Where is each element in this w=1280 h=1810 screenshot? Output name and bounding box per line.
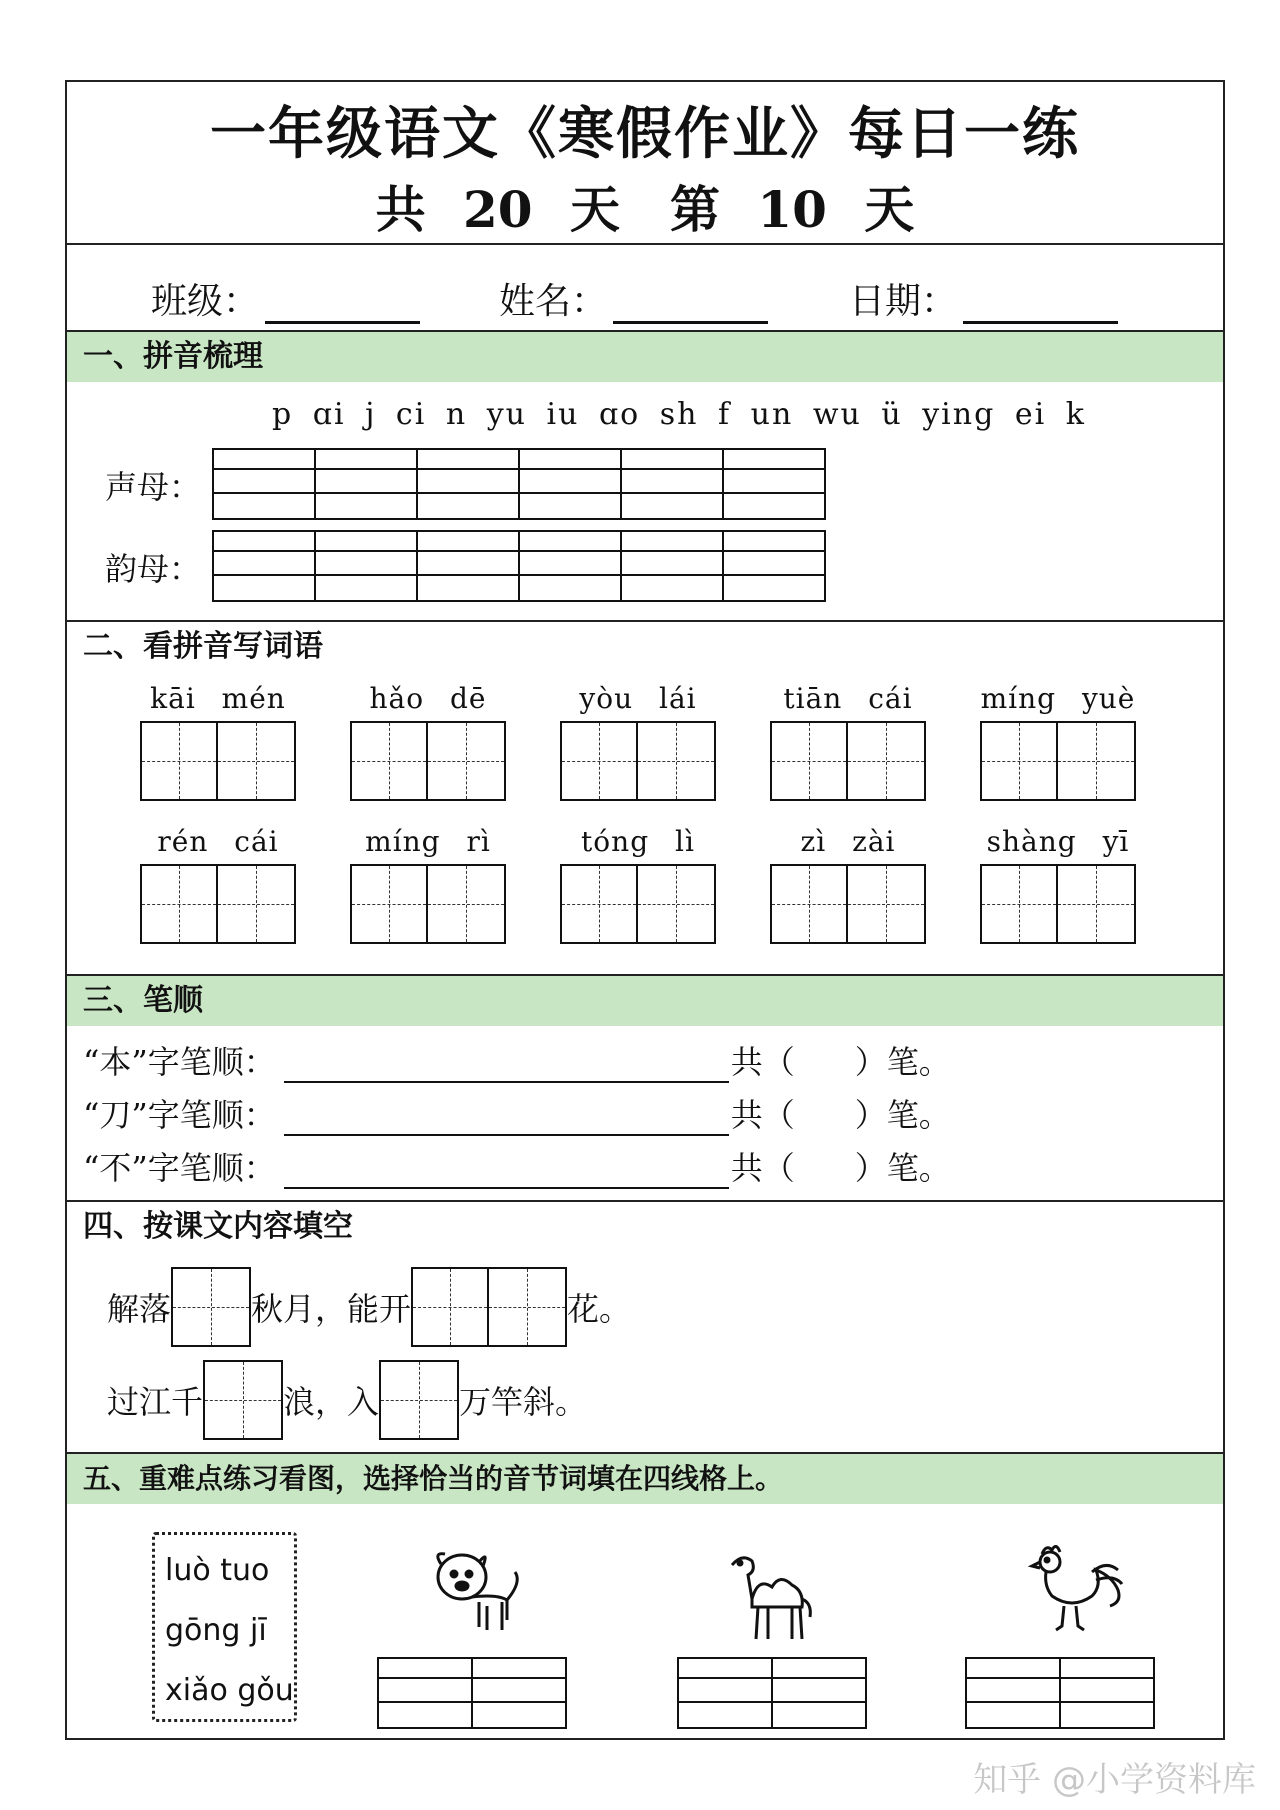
shengmu-four-line-grid[interactable] <box>212 448 826 520</box>
count-prefix: 共（ <box>730 1043 795 1081</box>
camel-answer-grid[interactable] <box>677 1657 867 1729</box>
title-block <box>67 82 1223 245</box>
choice-item: xiǎo gǒu <box>165 1673 294 1708</box>
yunmu-label: 韵母： <box>105 550 202 588</box>
word-item <box>350 677 506 801</box>
shengmu-label: 声母： <box>105 468 202 506</box>
camel-icon <box>722 1547 832 1647</box>
word-pinyin: zì zài <box>800 825 896 858</box>
syllable-choice-box <box>152 1532 297 1722</box>
name-field[interactable] <box>499 273 768 324</box>
tian-grid[interactable] <box>980 864 1136 944</box>
tian-grid[interactable] <box>140 864 296 944</box>
name-blank[interactable] <box>613 292 768 324</box>
tian-grid[interactable] <box>350 864 506 944</box>
class-label: 班级： <box>151 281 260 322</box>
date-label: 日期： <box>849 281 958 322</box>
tian-grid[interactable] <box>411 1267 567 1347</box>
section1-heading: 一、拼音梳理 <box>67 332 1223 382</box>
section4-heading: 四、按课文内容填空 <box>83 1209 353 1244</box>
word-item <box>560 677 716 801</box>
count-suffix: ）笔。 <box>854 1149 951 1187</box>
dog-icon <box>427 1542 537 1642</box>
word-item <box>140 820 296 944</box>
tian-grid[interactable] <box>560 864 716 944</box>
date-field[interactable] <box>849 273 1118 324</box>
name-label: 姓名： <box>499 281 608 322</box>
word-pinyin: tiān cái <box>783 682 913 715</box>
tian-grid[interactable] <box>350 721 506 801</box>
tian-grid[interactable] <box>770 864 926 944</box>
poem-text: 万竿斜。 <box>459 1383 588 1421</box>
pinyin-list: p ɑi j ci n yu iu ɑo sh f un wu ü ying ei k <box>272 397 1086 432</box>
tian-grid[interactable] <box>770 721 926 801</box>
poem-text: 过江千 <box>107 1383 204 1421</box>
choice-item: luò tuo <box>165 1553 270 1588</box>
word-item <box>980 677 1136 801</box>
word-pinyin: shàng yī <box>986 825 1130 858</box>
worksheet-title: 一年级语文《寒假作业》每日一练 <box>210 101 1080 167</box>
poem-text: 秋月，能开 <box>251 1290 412 1328</box>
count-suffix: ）笔。 <box>854 1096 951 1134</box>
word-pinyin: míng yuè <box>980 682 1136 715</box>
count-suffix: ）笔。 <box>854 1043 951 1081</box>
stroke-row-dao <box>83 1090 951 1136</box>
count-prefix: 共（ <box>730 1096 795 1134</box>
word-pinyin: míng rì <box>365 825 491 858</box>
stroke-row-bu <box>83 1143 951 1189</box>
tian-grid[interactable] <box>560 721 716 801</box>
word-pinyin: tóng lì <box>581 825 695 858</box>
worksheet <box>65 80 1225 1740</box>
stroke-answer-line[interactable] <box>284 1053 729 1083</box>
section2-heading: 二、看拼音写词语 <box>83 629 323 664</box>
stroke-label: “刀”字笔顺： <box>83 1096 276 1134</box>
worksheet-day-info: 共 20 天 第 10 天 <box>375 180 915 239</box>
word-item <box>980 820 1136 944</box>
stroke-label: “本”字笔顺： <box>83 1043 276 1081</box>
stroke-answer-line[interactable] <box>284 1159 729 1189</box>
date-blank[interactable] <box>963 292 1118 324</box>
section3-heading: 三、笔顺 <box>67 976 1223 1026</box>
word-item <box>140 677 296 801</box>
poem-text: 花。 <box>567 1290 632 1328</box>
rooster-answer-grid[interactable] <box>965 1657 1155 1729</box>
tian-grid[interactable] <box>203 1360 283 1440</box>
poem-line-1 <box>107 1267 631 1347</box>
tian-grid[interactable] <box>379 1360 459 1440</box>
tian-grid[interactable] <box>980 721 1136 801</box>
word-pinyin: yòu lái <box>579 682 697 715</box>
word-pinyin: kāi mén <box>150 682 286 715</box>
word-pinyin: rén cái <box>157 825 279 858</box>
count-prefix: 共（ <box>730 1149 795 1187</box>
tian-grid[interactable] <box>171 1267 251 1347</box>
yunmu-four-line-grid[interactable] <box>212 530 826 602</box>
student-info-row <box>67 245 1223 332</box>
tian-grid[interactable] <box>140 721 296 801</box>
class-blank[interactable] <box>265 292 420 324</box>
choice-item: gōng jī <box>165 1613 267 1648</box>
watermark: 知乎 @小学资料库 <box>973 1760 1256 1800</box>
word-item <box>560 820 716 944</box>
section5-heading: 五、重难点练习看图，选择恰当的音节词填在四线格上。 <box>67 1454 1223 1504</box>
dog-answer-grid[interactable] <box>377 1657 567 1729</box>
class-field[interactable] <box>151 273 420 324</box>
stroke-label: “不”字笔顺： <box>83 1149 276 1187</box>
word-pinyin: hǎo dē <box>369 682 487 715</box>
poem-line-2 <box>107 1360 587 1440</box>
word-item <box>770 677 926 801</box>
stroke-answer-line[interactable] <box>284 1106 729 1136</box>
word-item <box>350 820 506 944</box>
poem-text: 解落 <box>107 1290 172 1328</box>
poem-text: 浪，入 <box>283 1383 380 1421</box>
stroke-row-ben <box>83 1037 951 1083</box>
word-item <box>770 820 926 944</box>
rooster-icon <box>1022 1540 1132 1640</box>
